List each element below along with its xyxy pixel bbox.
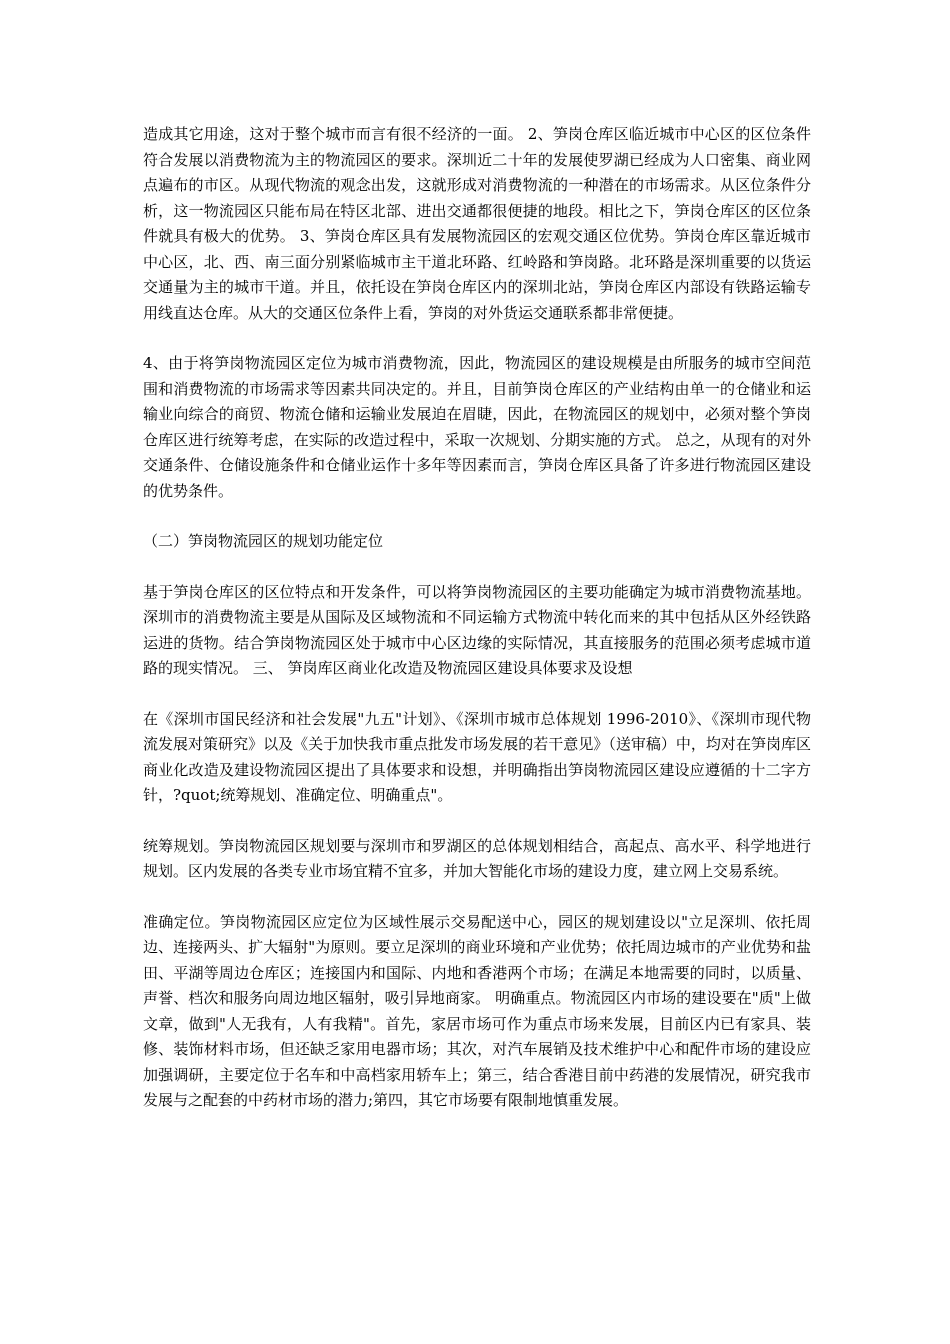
paragraph-consumer-logistics-base: 基于笋岗仓库区的区位特点和开发条件，可以将笋岗物流园区的主要功能确定为城市消费物流基地。深圳市的消费物流主要是从国际及区域物流和不同运输方式物流中转化而来的其中包括从区外经铁路运进的货物。结合笋岗物流园区处于城市中心区边缘的实际情况，其直接服务的范围必须考虑城市道路的现实情况。 三、 笋岗库区商业化改造及物流园区建设具体要求及设想 — [143, 582, 811, 677]
paragraph-location-advantages: 造成其它用途，这对于整个城市而言有很不经济的一面。 2、笋岗仓库区临近城市中心区的区位条件符合发展以消费物流为主的物流园区的要求。深圳近二十年的发展使罗湖已经成为人口密集、商业网点遍布的市区。从现代物流的观念出发，这就形成对消费物流的一种潜在的市场需求。从区位条件分析，这一物流园区只能布局在特区北部、进出交通都很便捷的地段。相比之下，笋岗仓库区的区位条件就具有极大的优势。 3、笋岗仓库区具有发展物流园区的宏观交通区位优势。笋岗仓库区靠近城市中心区，北、西、南三面分别紧临城市主干道北环路、红岭路和笋岗路。北环路是深圳重要的以货运交通量为主的城市干道。并且，依托设在笋岗仓库区内的深圳北站，笋岗仓库区内部设有铁路运输专用线直达仓库。从大的交通区位条件上看，笋岗的对外货运交通联系都非常便捷。 — [143, 125, 811, 322]
paragraph-policy-guidelines: 在《深圳市国民经济和社会发展"九五"计划》、《深圳市城市总体规划 1996-2010》、《深圳市现代物流发展对策研究》以及《关于加快我市重点批发市场发展的若干意见》（送审稿）中，均对在笋岗库区商业化改造及建设物流园区提出了具体要求和设想，并明确指出笋岗物流园区建设应遵循的十二字方针，?quot;统筹规划、准确定位、明确重点"。 — [143, 709, 811, 804]
section-heading-function-positioning: （二）笋岗物流园区的规划功能定位 — [143, 532, 384, 550]
paragraph-overall-planning: 统筹规划。笋岗物流园区规划要与深圳市和罗湖区的总体规划相结合，高起点、高水平、科学地进行规划。区内发展的各类专业市场宜精不宜多，并加大智能化市场的建设力度，建立网上交易系统。 — [143, 836, 811, 880]
document-body — [143, 122, 811, 1139]
paragraph-scale-planning: 4、由于将笋岗物流园区定位为城市消费物流，因此，物流园区的建设规模是由所服务的城市空间范围和消费物流的市场需求等因素共同决定的。并且，目前笋岗仓库区的产业结构由单一的仓储业和运输业向综合的商贸、物流仓储和运输业发展迫在眉睫，因此，在物流园区的规划中，必须对整个笋岗仓库区进行统筹考虑，在实际的改造过程中，采取一次规划、分期实施的方式。 总之，从现有的对外交通条件、仓储设施条件和仓储业运作十多年等因素而言，笋岗仓库区具备了许多进行物流园区建设的优势条件。 — [143, 354, 811, 500]
paragraph-positioning-and-focus: 准确定位。笋岗物流园区应定位为区域性展示交易配送中心，园区的规划建设以"立足深圳、依托周边、连接两头、扩大辐射"为原则。要立足深圳的商业环境和产业优势；依托周边城市的产业优势和盐田、平湖等周边仓库区；连接国内和国际、内地和香港两个市场；在满足本地需要的同时，以质量、声誉、档次和服务向周边地区辐射，吸引异地商家。 明确重点。物流园区内市场的建设要在"质"上做文章，做到"人无我有，人有我精"。首先，家居市场可作为重点市场来发展，目前区内已有家具、装修、装饰材料市场，但还缺乏家用电器市场；其次，对汽车展销及技术维护中心和配件市场的建设应加强调研，主要定位于名车和中高档家用轿车上；第三，结合香港目前中药港的发展情况，研究我市发展与之配套的中药材市场的潜力;第四，其它市场要有限制地慎重发展。 — [143, 912, 811, 1109]
